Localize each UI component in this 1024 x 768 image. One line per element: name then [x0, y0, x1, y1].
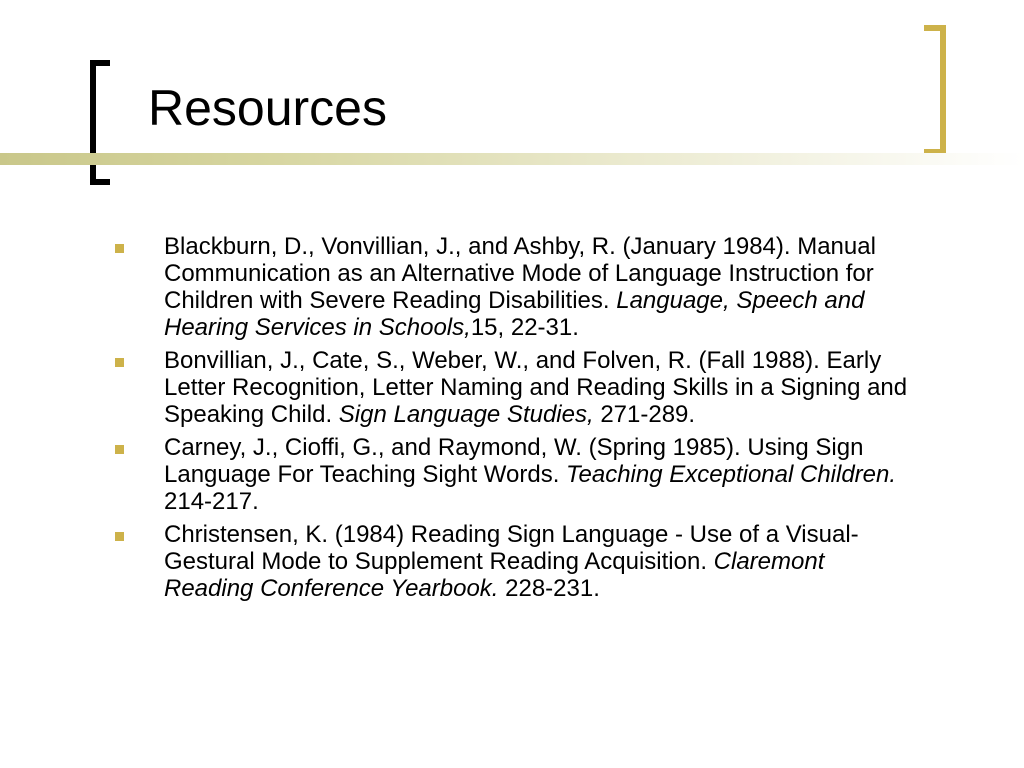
reference-item [113, 434, 913, 515]
right-bracket-decoration [924, 25, 946, 155]
bullet-square-icon [115, 445, 124, 454]
reference-text: Carney, J., Cioffi, G., and Raymond, W. (Spring 1985). Using Sign Language For Teaching Sight Words. [164, 434, 864, 488]
title-underline-bar [0, 153, 1024, 165]
reference-journal: Claremont Reading Conference Yearbook. [164, 548, 825, 602]
reference-text: Christensen, K. (1984) Reading Sign Language - Use of a Visual-Gestural Mode to Supplement Reading Acquisition. [164, 521, 859, 575]
slide-title: Resources [148, 80, 387, 136]
reference-text: Bonvillian, J., Cate, S., Weber, W., and Folven, R. (Fall 1988). Early Letter Recognition, Letter Naming and Reading Skills in a Signing and Speaking Child. [164, 347, 908, 428]
bullet-square-icon [115, 532, 124, 541]
reference-pages: 228-231. [498, 575, 600, 602]
reference-pages: 271-289. [593, 401, 696, 428]
left-bracket-decoration [90, 60, 110, 185]
reference-item [113, 347, 913, 428]
reference-journal: Language, Speech and Hearing Services in Schools, [164, 287, 865, 341]
reference-list [113, 233, 913, 608]
bullet-square-icon [115, 358, 124, 367]
reference-pages: 214-217. [164, 488, 259, 515]
reference-text: Blackburn, D., Vonvillian, J., and Ashby, R. (January 1984). Manual Communication as an Alternative Mode of Language Instruction for Children with Severe Reading Disabilities. [164, 233, 876, 314]
bullet-square-icon [115, 244, 124, 253]
reference-pages: 15, 22-31. [470, 314, 579, 341]
reference-journal: Sign Language Studies, [338, 401, 594, 428]
reference-item [113, 233, 913, 341]
reference-journal: Teaching Exceptional Children. [566, 461, 897, 488]
reference-item [113, 521, 913, 602]
